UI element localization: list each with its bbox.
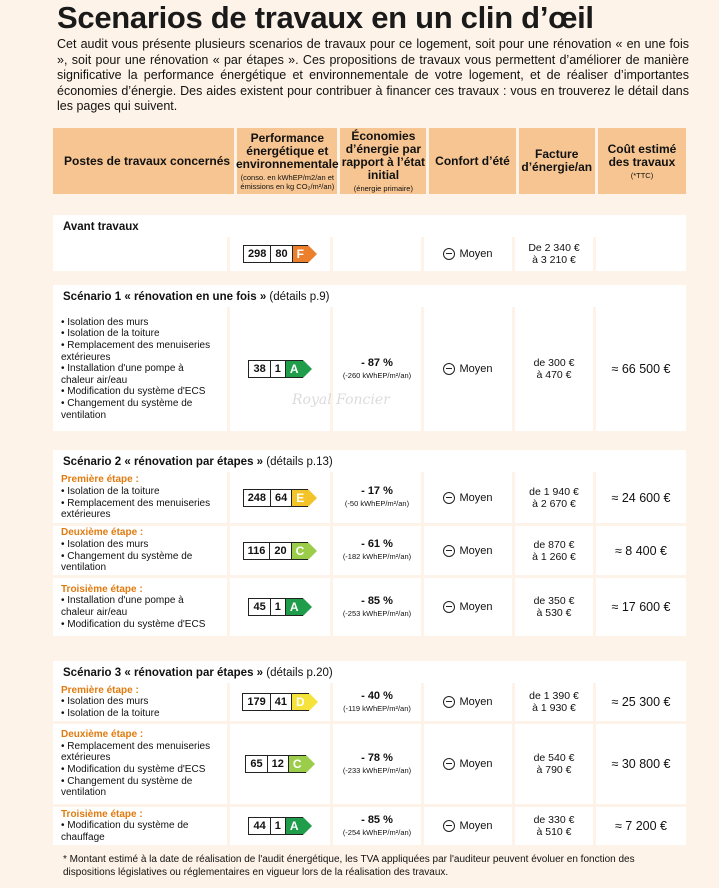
economies-cell: [333, 472, 421, 523]
dpe-arrow-icon: [303, 598, 312, 616]
facture-cell: [515, 526, 593, 575]
avant-confort: [424, 237, 512, 271]
facture-cell: [515, 807, 593, 845]
dpe-cell: [230, 472, 330, 523]
confort-cell: [424, 526, 512, 575]
dpe-conso: 44: [248, 817, 269, 835]
dpe-label: [243, 489, 318, 507]
confort-value: Moyen: [459, 601, 493, 613]
facture-min: de 540 €: [533, 752, 575, 764]
s2-step-1-row: [53, 472, 686, 523]
confort-value: Moyen: [459, 491, 493, 504]
scenario-1-section: [53, 285, 686, 431]
scenario-2-title-bold: Scénario 2 « rénovation par étapes »: [63, 456, 264, 468]
dpe-label: [248, 598, 311, 616]
poste-item: • Isolation des murs: [61, 538, 149, 550]
dpe-conso: 116: [243, 542, 270, 560]
postes-list: [61, 809, 219, 844]
economies-percent: - 40 %: [361, 689, 393, 702]
header-facture-label: Facture d’énergie/an: [521, 147, 593, 174]
header-cout: [598, 128, 686, 194]
poste-item: • Remplacement des menuiseries extérieures: [61, 497, 211, 521]
economies-percent: - 61 %: [361, 538, 393, 550]
scenario-1-economies: [333, 307, 421, 431]
postes-list: [61, 474, 219, 520]
scenario-2-title: [53, 450, 686, 472]
postes-cell: [53, 472, 227, 523]
facture-max: à 510 €: [536, 826, 572, 838]
header-facture: [519, 128, 595, 194]
stage-label: Première étape :: [61, 684, 139, 696]
dpe-label: [245, 755, 314, 773]
postes-list: [61, 584, 219, 630]
facture-max: à 1 930 €: [532, 702, 576, 714]
scenario-1-cout: [596, 307, 686, 431]
economies-percent: - 85 %: [361, 594, 393, 607]
facture-cell: [515, 683, 593, 721]
confort-cell: [424, 724, 512, 804]
avant-economies: [333, 237, 421, 271]
confort-group: [443, 545, 492, 557]
neutral-face-icon: [443, 363, 455, 375]
confort-value: Moyen: [459, 696, 493, 708]
poste-item: • Isolation de la toiture: [61, 707, 160, 719]
stage-label: Deuxième étape :: [61, 527, 144, 539]
stage-label: Première étape :: [61, 474, 139, 486]
header-cout-sub: (*TTC): [630, 170, 654, 180]
header-cout-label: Coût estimé des travaux: [607, 141, 677, 169]
scenario-1-facture: [515, 307, 593, 431]
scenario-2-rows: [53, 472, 686, 636]
postes-list: [61, 685, 160, 720]
cout-cell: [596, 683, 686, 721]
header-performance-sub: (conso. en kWhEP/m2/an et émissions en kg CO₂/m²/an): [240, 172, 335, 191]
s3-step-2-row: [53, 724, 686, 804]
dpe-label: [248, 817, 311, 835]
dpe-emissions: 64: [270, 489, 291, 507]
dpe-class-letter: E: [291, 489, 308, 507]
page-title: Scenarios de travaux en un clin d’œil: [57, 0, 594, 35]
dpe-conso: 38: [248, 360, 269, 378]
economies-kwh: (-233 kWhEP/m²/an): [342, 765, 412, 775]
economies-kwh: (-253 kWhEP/m²/an): [342, 608, 412, 618]
cout-value: ≈ 66 500 €: [611, 362, 671, 376]
scenario-1-title-ref: (détails p.9): [266, 291, 330, 303]
scenario-3-title-bold: Scénario 3 « rénovation par étapes »: [63, 667, 264, 679]
confort-group: [443, 820, 492, 832]
economies-cell: [333, 807, 421, 845]
postes-cell: [53, 526, 227, 575]
dpe-emissions: 1: [270, 598, 285, 616]
cout-cell: [596, 578, 686, 636]
poste-item: • Changement du système de ventilation: [61, 775, 193, 799]
header-economies-sub: (énergie primaire): [353, 183, 413, 193]
scenario-3-title-ref: (détails p.20): [263, 667, 333, 679]
dpe-conso: 248: [243, 489, 270, 507]
avant-title-text: Avant travaux: [63, 221, 139, 233]
intro-paragraph: Cet audit vous présente plusieurs scenarios de travaux pour ce logement, soit pour une rénovation « en une fois », soit pour une rénovation « par étapes ». Ces propositions de travaux vous permettent d’améliorer de manière significative la performance énergétique et environnementale de votre logement, et de réaliser d’importantes économies d’énergie. Des aides existent pour contribuer à financer ces travaux : vous en trouverez le détail dans les pages qui suivent.: [57, 37, 689, 113]
cout-value: ≈ 7 200 €: [614, 819, 668, 833]
dpe-emissions: 20: [269, 542, 290, 560]
economies-percent: - 85 %: [361, 813, 393, 826]
economies-kwh: (-182 kWhEP/m²/an): [342, 552, 412, 561]
poste-item: • Modification du système d'ECS: [61, 386, 206, 398]
dpe-class-letter: C: [291, 542, 309, 560]
facture-min: de 1 390 €: [529, 690, 579, 702]
facture-max: à 470 €: [536, 369, 572, 381]
dpe-conso: 298: [243, 245, 270, 263]
dpe-arrow-icon: [308, 542, 317, 560]
neutral-face-icon: [443, 492, 455, 504]
postes-cell: [53, 578, 227, 636]
facture-min: De 2 340 €: [528, 242, 580, 254]
table-header: [53, 128, 686, 194]
dpe-conso: 65: [245, 755, 266, 773]
confort-value: Moyen: [459, 248, 493, 260]
header-confort-label: Confort d’été: [435, 153, 510, 168]
dpe-label: [248, 360, 311, 378]
confort-group: [443, 758, 492, 770]
confort-value: Moyen: [459, 363, 493, 375]
poste-item: • Remplacement des menuiseries extérieures: [61, 740, 211, 764]
neutral-face-icon: [443, 545, 455, 557]
s2-step-2-row: [53, 526, 686, 575]
dpe-emissions: 1: [270, 817, 285, 835]
poste-item: • Isolation des murs: [61, 316, 149, 328]
poste-item: • Modification du système d'ECS: [61, 618, 206, 630]
postes-cell: [53, 724, 227, 804]
poste-item: • Changement du système de ventilation: [61, 550, 193, 574]
dpe-class-letter: A: [285, 598, 303, 616]
dpe-cell: [230, 807, 330, 845]
economies-percent: - 87 %: [361, 356, 393, 369]
economies-cell: [333, 683, 421, 721]
dpe-conso: 45: [248, 598, 269, 616]
poste-item: • Isolation des murs: [61, 696, 149, 708]
avant-dpe: [230, 237, 330, 271]
facture-max: à 3 210 €: [532, 254, 576, 266]
economies-kwh: (-119 kWhEP/m²/an): [343, 703, 411, 713]
cout-cell: [596, 472, 686, 523]
facture-cell: [515, 578, 593, 636]
scenario-1-row: [53, 307, 686, 431]
dpe-label: [243, 245, 317, 263]
neutral-face-icon: [443, 820, 455, 832]
postes-cell: [53, 683, 227, 721]
economies-cell: [333, 724, 421, 804]
dpe-arrow-icon: [303, 360, 312, 378]
poste-item: • Modification du système de chauffage: [61, 820, 189, 843]
scenario-1-title-bold: Scénario 1 « rénovation en une fois »: [63, 291, 267, 303]
neutral-face-icon: [443, 758, 455, 770]
dpe-class-letter: F: [292, 245, 308, 263]
scenario-1-dpe: [230, 307, 330, 431]
header-postes-label: Postes de travaux concernés: [64, 153, 231, 168]
facture-max: à 790 €: [536, 764, 572, 776]
dpe-label: [243, 542, 318, 560]
poste-item: • Changement du système de ventilation: [61, 397, 193, 421]
facture-max: à 1 260 €: [532, 550, 576, 563]
facture-max: à 530 €: [536, 607, 572, 619]
header-performance: [237, 128, 337, 194]
neutral-face-icon: [443, 248, 455, 260]
facture-min: de 350 €: [533, 595, 575, 607]
poste-item: • Isolation de la toiture: [61, 328, 160, 340]
confort-cell: [424, 578, 512, 636]
cout-value: ≈ 17 600 €: [611, 600, 671, 614]
header-performance-label: Performance énergétique et environnementale: [235, 130, 339, 171]
avant-postes: [53, 237, 227, 271]
s3-step-3-row: [53, 807, 686, 845]
scenario-2-section: [53, 450, 686, 636]
facture-min: de 1 940 €: [529, 485, 579, 498]
scenario-1-postes: [53, 307, 227, 431]
dpe-arrow-icon: [309, 693, 318, 711]
facture-max: à 2 670 €: [532, 497, 576, 510]
dpe-emissions: 41: [270, 693, 291, 711]
dpe-arrow-icon: [306, 755, 315, 773]
economies-percent: - 17 %: [361, 485, 393, 497]
dpe-cell: [230, 526, 330, 575]
postes-cell: [53, 807, 227, 845]
s3-step-1-row: [53, 683, 686, 721]
poste-item: • Remplacement des menuiseries extérieures: [61, 340, 211, 363]
economies-kwh: (-260 kWhEP/m²/an): [342, 370, 412, 380]
avant-row: [53, 237, 686, 271]
footnote: * Montant estimé à la date de réalisation de l'audit énergétique, les TVA appliquées par l'auditeur peuvent évoluer en fonction des dispositions législatives ou réglementaires en vigueur lors de la réalisation des travaux.: [63, 854, 635, 878]
dpe-emissions: 12: [267, 755, 288, 773]
avant-cout: [596, 237, 686, 271]
facture-min: de 330 €: [533, 814, 575, 826]
confort-value: Moyen: [459, 820, 493, 832]
cout-cell: [596, 807, 686, 845]
poste-item: • Installation d'une pompe à chaleur air/eau: [61, 363, 184, 386]
header-postes: [53, 128, 234, 194]
dpe-emissions: 80: [270, 245, 291, 263]
dpe-cell: [230, 724, 330, 804]
dpe-conso: 179: [242, 693, 269, 711]
avant-facture: [515, 237, 593, 271]
header-economies: [340, 128, 426, 194]
confort-cell: [424, 472, 512, 523]
cout-value: ≈ 30 800 €: [611, 757, 671, 771]
poste-item: • Modification du système d'ECS: [61, 764, 206, 775]
stage-label: Deuxième étape :: [61, 729, 144, 741]
cout-cell: [596, 526, 686, 575]
postes-list: [61, 527, 219, 573]
dpe-cell: [230, 578, 330, 636]
header-confort: [429, 128, 515, 194]
scenario-1-title: [53, 285, 686, 307]
facture-min: de 870 €: [533, 538, 575, 551]
poste-item: • Installation d'une pompe à chaleur air/eau: [61, 595, 184, 618]
cout-value: ≈ 25 300 €: [611, 695, 671, 709]
dpe-arrow-icon: [308, 245, 317, 263]
scenario-3-section: [53, 661, 686, 845]
confort-value: Moyen: [459, 544, 493, 557]
stage-label: Troisième étape :: [61, 808, 143, 820]
scenario-2-title-ref: (détails p.13): [263, 456, 333, 468]
confort-value: Moyen: [459, 758, 493, 770]
dpe-class-letter: A: [285, 817, 303, 835]
stage-label: Troisième étape :: [61, 583, 143, 595]
dpe-class-letter: A: [285, 360, 303, 378]
economies-cell: [333, 526, 421, 575]
postes-list: [61, 729, 219, 799]
scenario-3-title: [53, 661, 686, 683]
cout-value: ≈ 8 400 €: [614, 543, 668, 558]
neutral-face-icon: [443, 601, 455, 613]
economies-cell: [333, 578, 421, 636]
facture-min: de 300 €: [533, 357, 575, 369]
dpe-emissions: 1: [270, 360, 285, 378]
dpe-class-letter: D: [291, 693, 309, 711]
neutral-face-icon: [443, 696, 455, 708]
poste-item: • Isolation de la toiture: [61, 485, 160, 497]
economies-kwh: (-50 kWhEP/m²/an): [344, 499, 410, 508]
confort-group: [443, 601, 492, 613]
postes-list: [61, 317, 219, 421]
watermark: Royal Foncier: [292, 392, 390, 408]
confort-group: [443, 492, 492, 504]
s2-step-3-row: [53, 578, 686, 636]
dpe-label: [242, 693, 317, 711]
scenario-3-rows: [53, 683, 686, 845]
header-economies-label: Économies d’énergie par rapport à l’état initial: [341, 128, 426, 182]
cout-value: ≈ 24 600 €: [611, 490, 671, 505]
facture-cell: [515, 724, 593, 804]
dpe-arrow-icon: [308, 489, 317, 507]
dpe-cell: [230, 683, 330, 721]
confort-group: [443, 696, 492, 708]
dpe-class-letter: C: [288, 755, 306, 773]
economies-kwh: (-254 kWhEP/m²/an): [342, 827, 412, 837]
dpe-arrow-icon: [303, 817, 312, 835]
scenario-1-confort: [424, 307, 512, 431]
confort-cell: [424, 683, 512, 721]
avant-title: [53, 215, 686, 237]
confort-cell: [424, 807, 512, 845]
economies-percent: - 78 %: [361, 751, 393, 764]
avant-travaux-section: [53, 215, 686, 271]
cout-cell: [596, 724, 686, 804]
facture-cell: [515, 472, 593, 523]
